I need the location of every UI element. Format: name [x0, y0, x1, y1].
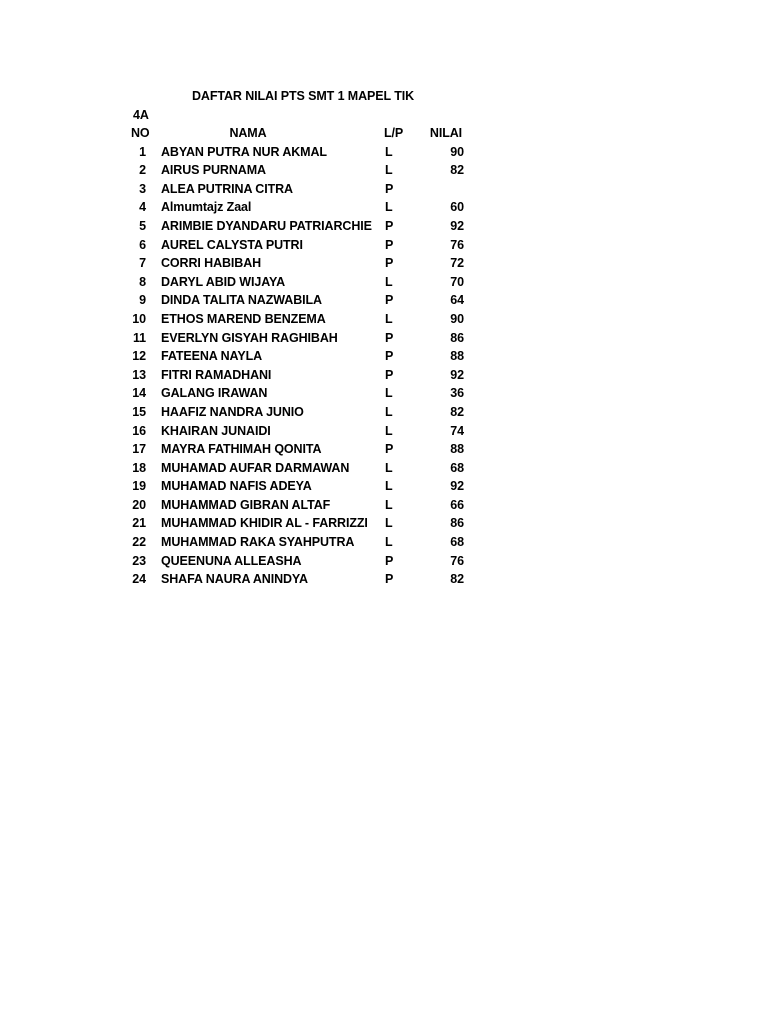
cell-no: 23 — [132, 553, 146, 568]
cell-nama: DARYL ABID WIJAYA — [161, 274, 286, 289]
cell-no: 17 — [132, 442, 146, 457]
cell-lp: P — [385, 553, 394, 568]
cell-lp: L — [385, 404, 393, 419]
cell-no: 22 — [132, 535, 146, 550]
cell-nama: FITRI RAMADHANI — [161, 367, 272, 382]
cell-no: 3 — [139, 181, 146, 196]
table-row — [128, 180, 480, 199]
cell-lp: P — [385, 237, 394, 252]
cell-nama: ABYAN PUTRA NUR AKMAL — [161, 144, 327, 159]
table-row — [128, 198, 480, 217]
cell-nama: QUEENUNA ALLEASHA — [161, 553, 302, 568]
cell-lp: L — [385, 200, 393, 215]
table-row — [128, 440, 480, 459]
table-row — [128, 366, 480, 385]
cell-nama: Almumtajz Zaal — [161, 200, 252, 215]
document-title: DAFTAR NILAI PTS SMT 1 MAPEL TIK — [192, 89, 415, 103]
cell-nama: MUHAMMAD RAKA SYAHPUTRA — [161, 535, 355, 550]
cell-no: 16 — [132, 423, 146, 438]
cell-lp: P — [385, 572, 394, 587]
cell-nama: DINDA TALITA NAZWABILA — [161, 293, 322, 308]
cell-nama: MUHAMMAD KHIDIR AL - FARRIZZI — [161, 516, 368, 531]
cell-nilai: 82 — [450, 404, 464, 419]
cell-lp: L — [385, 479, 393, 494]
cell-lp: P — [385, 367, 394, 382]
table-row — [128, 161, 480, 180]
cell-no: 5 — [139, 218, 146, 233]
cell-nilai: 36 — [450, 386, 464, 401]
cell-nilai — [418, 180, 480, 199]
cell-lp: L — [385, 311, 393, 326]
cell-nama: ETHOS MAREND BENZEMA — [161, 311, 326, 326]
cell-nilai: 88 — [450, 349, 464, 364]
cell-lp: L — [385, 274, 393, 289]
table-row — [128, 236, 480, 255]
cell-nilai: 92 — [450, 218, 464, 233]
cell-nilai: 90 — [450, 311, 464, 326]
header-nama: NAMA — [229, 126, 267, 140]
cell-nilai: 92 — [450, 479, 464, 494]
cell-nilai: 76 — [450, 553, 464, 568]
cell-no: 18 — [132, 460, 146, 475]
table-row — [128, 459, 480, 478]
cell-nilai: 64 — [450, 293, 464, 308]
cell-nama: MUHAMAD AUFAR DARMAWAN — [161, 460, 350, 475]
cell-no: 13 — [132, 367, 146, 382]
cell-lp: P — [385, 181, 394, 196]
table-row — [128, 570, 480, 589]
cell-no: 10 — [132, 311, 146, 326]
cell-lp: L — [385, 144, 393, 159]
header-lp: L/P — [384, 126, 404, 140]
table-row — [128, 403, 480, 422]
cell-nilai: 82 — [450, 163, 464, 178]
table-row — [128, 552, 480, 571]
table-row — [128, 533, 480, 552]
table-header-row — [128, 124, 480, 143]
cell-nilai: 88 — [450, 442, 464, 457]
cell-nilai: 66 — [450, 497, 464, 512]
cell-nilai: 60 — [450, 200, 464, 215]
cell-no: 11 — [132, 330, 146, 345]
cell-no: 21 — [132, 516, 146, 531]
table-row — [128, 217, 480, 236]
cell-nilai: 68 — [450, 460, 464, 475]
table-row — [128, 384, 480, 403]
cell-nama: AIRUS PURNAMA — [161, 163, 266, 178]
cell-lp: L — [385, 535, 393, 550]
cell-nama: ARIMBIE DYANDARU PATRIARCHIE — [161, 218, 372, 233]
cell-lp: L — [385, 516, 393, 531]
cell-no: 14 — [132, 386, 146, 401]
cell-lp: L — [385, 386, 393, 401]
cell-lp: P — [385, 256, 394, 271]
cell-nilai: 92 — [450, 367, 464, 382]
class-label: 4A — [133, 108, 149, 122]
cell-nama: GALANG IRAWAN — [161, 386, 268, 401]
grade-sheet — [128, 87, 488, 589]
cell-nama: MUHAMMAD GIBRAN ALTAF — [161, 497, 331, 512]
cell-lp: P — [385, 442, 394, 457]
cell-nama: MAYRA FATHIMAH QONITA — [161, 442, 322, 457]
cell-no: 1 — [139, 144, 146, 159]
cell-nilai: 72 — [450, 256, 464, 271]
cell-no: 15 — [132, 404, 146, 419]
table-row — [128, 477, 480, 496]
cell-lp: L — [385, 497, 393, 512]
table-row — [128, 273, 480, 292]
cell-lp: P — [385, 218, 394, 233]
cell-nilai: 68 — [450, 535, 464, 550]
cell-no: 9 — [139, 293, 146, 308]
cell-lp: L — [385, 460, 393, 475]
cell-no: 8 — [139, 274, 146, 289]
cell-no: 12 — [132, 349, 146, 364]
cell-lp: P — [385, 293, 394, 308]
header-nilai: NILAI — [429, 126, 463, 140]
cell-no: 2 — [139, 163, 146, 178]
cell-no: 20 — [132, 497, 146, 512]
table-row — [128, 514, 480, 533]
cell-lp: L — [385, 163, 393, 178]
grade-table — [128, 124, 480, 589]
cell-nama: SHAFA NAURA ANINDYA — [161, 572, 308, 587]
cell-nilai: 82 — [450, 572, 464, 587]
table-body — [128, 143, 480, 589]
table-row — [128, 254, 480, 273]
cell-nilai: 70 — [450, 274, 464, 289]
table-row — [128, 347, 480, 366]
header-no: NO — [131, 126, 150, 140]
cell-nama: KHAIRAN JUNAIDI — [161, 423, 271, 438]
table-row — [128, 422, 480, 441]
cell-lp: P — [385, 330, 394, 345]
cell-nilai: 74 — [450, 423, 464, 438]
cell-no: 19 — [132, 479, 146, 494]
table-row — [128, 496, 480, 515]
cell-no: 24 — [132, 572, 146, 587]
cell-lp: P — [385, 349, 394, 364]
cell-nama: ALEA PUTRINA CITRA — [161, 181, 293, 196]
table-row — [128, 310, 480, 329]
table-row — [128, 329, 480, 348]
cell-nilai: 86 — [450, 516, 464, 531]
cell-no: 7 — [139, 256, 146, 271]
table-row — [128, 291, 480, 310]
cell-nilai: 90 — [450, 144, 464, 159]
cell-nama: EVERLYN GISYAH RAGHIBAH — [161, 330, 338, 345]
table-row — [128, 143, 480, 162]
cell-nama: CORRI HABIBAH — [161, 256, 262, 271]
cell-lp: L — [385, 423, 393, 438]
cell-nilai: 76 — [450, 237, 464, 252]
cell-nilai: 86 — [450, 330, 464, 345]
cell-no: 4 — [139, 200, 146, 215]
cell-nama: FATEENA NAYLA — [161, 349, 263, 364]
cell-nama: MUHAMAD NAFIS ADEYA — [161, 479, 312, 494]
cell-no: 6 — [139, 237, 146, 252]
cell-nama: HAAFIZ NANDRA JUNIO — [161, 404, 304, 419]
cell-nama: AUREL CALYSTA PUTRI — [161, 237, 303, 252]
